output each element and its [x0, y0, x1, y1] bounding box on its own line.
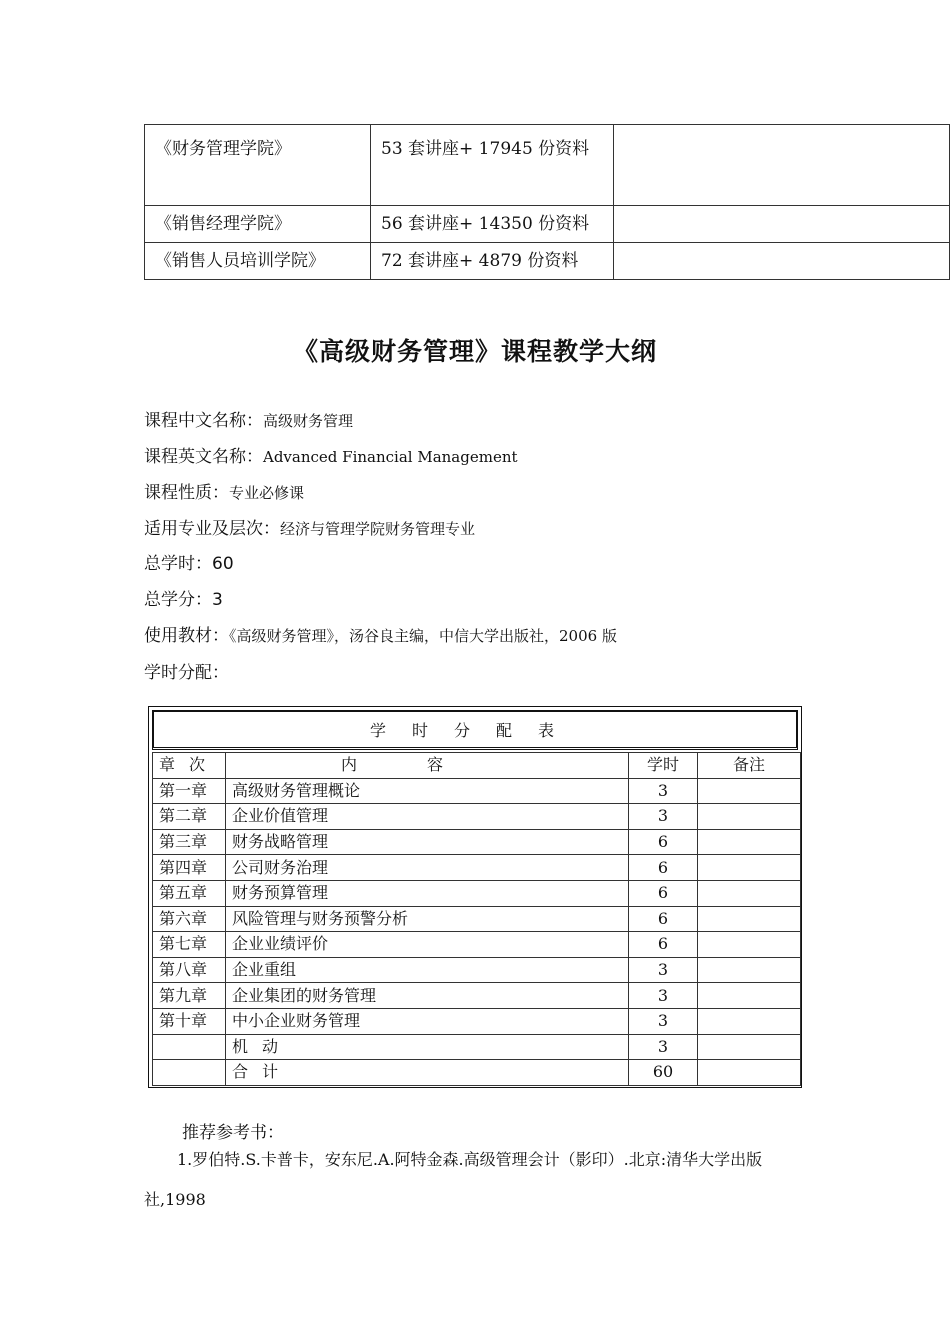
table-row: [153, 957, 801, 983]
header-chapter: 章次: [153, 753, 226, 779]
content-cell: 高级财务管理概论: [226, 778, 629, 804]
table-caption: 学时分配表: [152, 710, 798, 750]
table-row: [145, 125, 950, 206]
notes-cell: [698, 906, 801, 932]
info-label: 适用专业及层次：: [144, 519, 280, 539]
chapter-cell: 第七章: [153, 932, 226, 958]
college-cell: 《财务管理学院》: [145, 125, 371, 206]
course-hour-allocation: [144, 660, 229, 686]
chapter-cell: 第五章: [153, 880, 226, 906]
table-header-row: [153, 753, 801, 779]
hours-cell: 3: [629, 778, 698, 804]
content-cell: 72 套讲座+ 4879 份资料: [371, 243, 614, 280]
info-label: 总学分：: [144, 590, 212, 610]
hours-allocation-table: [148, 706, 802, 1088]
notes-cell: [698, 1060, 801, 1086]
table-row: [153, 983, 801, 1009]
course-textbook: [144, 623, 617, 649]
table-row: [153, 804, 801, 830]
table-row: [145, 206, 950, 243]
hours-table-grid: [152, 752, 801, 1086]
notes-cell: [698, 804, 801, 830]
header-notes: 备注: [698, 753, 801, 779]
info-value: 专业必修课: [229, 484, 305, 502]
content-cell: 企业集团的财务管理: [226, 983, 629, 1009]
course-en-name: [144, 444, 518, 470]
info-label: 使用教材：: [144, 626, 229, 646]
info-value: 《高级财务管理》，汤谷良主编，中信大学出版社，2006 版: [229, 627, 617, 645]
college-cell: 《销售人员培训学院》: [145, 243, 371, 280]
chapter-cell: 第八章: [153, 957, 226, 983]
table-row: [153, 1034, 801, 1060]
college-cell: 《销售经理学院》: [145, 206, 371, 243]
notes-cell: [698, 1034, 801, 1060]
info-value: 3: [212, 590, 223, 610]
chapter-cell: 第六章: [153, 906, 226, 932]
info-label: 课程英文名称：: [144, 447, 263, 467]
chapter-cell: [153, 1060, 226, 1086]
course-major: [144, 516, 475, 542]
table-row: [153, 906, 801, 932]
references-heading: 推荐参考书：: [182, 1123, 284, 1143]
course-nature: [144, 480, 304, 506]
info-label: 课程中文名称：: [144, 411, 263, 431]
info-value: 60: [212, 554, 234, 574]
table-row: [153, 1008, 801, 1034]
hours-cell: 6: [629, 932, 698, 958]
hours-cell: 6: [629, 855, 698, 881]
content-cell: 56 套讲座+ 14350 份资料: [371, 206, 614, 243]
content-cell: 机动: [226, 1034, 629, 1060]
chapter-cell: 第十章: [153, 1008, 226, 1034]
hours-cell: 3: [629, 957, 698, 983]
notes-cell: [698, 983, 801, 1009]
notes-cell: [698, 829, 801, 855]
info-label: 学时分配：: [144, 663, 229, 683]
header-content-label: 内容: [340, 755, 513, 775]
info-label: 总学时：: [144, 554, 212, 574]
content-cell: 企业业绩评价: [226, 932, 629, 958]
notes-cell: [698, 932, 801, 958]
hours-cell: 3: [629, 1008, 698, 1034]
content-cell: 53 套讲座+ 17945 份资料: [371, 125, 614, 206]
table-row: [153, 855, 801, 881]
chapter-cell: 第一章: [153, 778, 226, 804]
hours-cell: 3: [629, 983, 698, 1009]
hours-cell: 60: [629, 1060, 698, 1086]
chapter-cell: 第三章: [153, 829, 226, 855]
table-row: [153, 778, 801, 804]
table-row: [153, 1060, 801, 1086]
hours-cell: 3: [629, 1034, 698, 1060]
reference-item: 1.罗伯特.S.卡普卡，安东尼.A.阿特金森.高级管理会计（影印）.北京:清华大学出版社,1998: [144, 1150, 763, 1209]
info-value: Advanced Financial Management: [263, 448, 518, 466]
table-row: [145, 243, 950, 280]
notes-cell: [698, 957, 801, 983]
header-content: [226, 753, 629, 779]
notes-cell: [698, 778, 801, 804]
hours-cell: 3: [629, 804, 698, 830]
table-row: [153, 880, 801, 906]
chapter-cell: 第四章: [153, 855, 226, 881]
info-label: 课程性质：: [144, 483, 229, 503]
info-value: 经济与管理学院财务管理专业: [280, 520, 476, 538]
content-cell: 财务预算管理: [226, 880, 629, 906]
chapter-cell: [153, 1034, 226, 1060]
notes-cell: [698, 855, 801, 881]
table-row: [153, 932, 801, 958]
content-cell: 财务战略管理: [226, 829, 629, 855]
course-credits: [144, 587, 223, 613]
table-row: [153, 829, 801, 855]
extra-cell: [614, 125, 950, 206]
content-cell: 风险管理与财务预警分析: [226, 906, 629, 932]
course-cn-name: [144, 408, 353, 434]
resource-table: [144, 124, 950, 280]
content-cell: 中小企业财务管理: [226, 1008, 629, 1034]
notes-cell: [698, 880, 801, 906]
chapter-cell: 第二章: [153, 804, 226, 830]
content-cell: 合计: [226, 1060, 629, 1086]
info-value: 高级财务管理: [263, 412, 354, 430]
hours-cell: 6: [629, 880, 698, 906]
chapter-cell: 第九章: [153, 983, 226, 1009]
course-total-hours: [144, 551, 234, 577]
content-cell: 公司财务治理: [226, 855, 629, 881]
hours-cell: 6: [629, 906, 698, 932]
content-cell: 企业重组: [226, 957, 629, 983]
extra-cell: [614, 206, 950, 243]
notes-cell: [698, 1008, 801, 1034]
extra-cell: [614, 243, 950, 280]
content-cell: 企业价值管理: [226, 804, 629, 830]
document-title: 《高级财务管理》课程教学大纲: [292, 337, 657, 366]
hours-cell: 6: [629, 829, 698, 855]
header-hours: 学时: [629, 753, 698, 779]
